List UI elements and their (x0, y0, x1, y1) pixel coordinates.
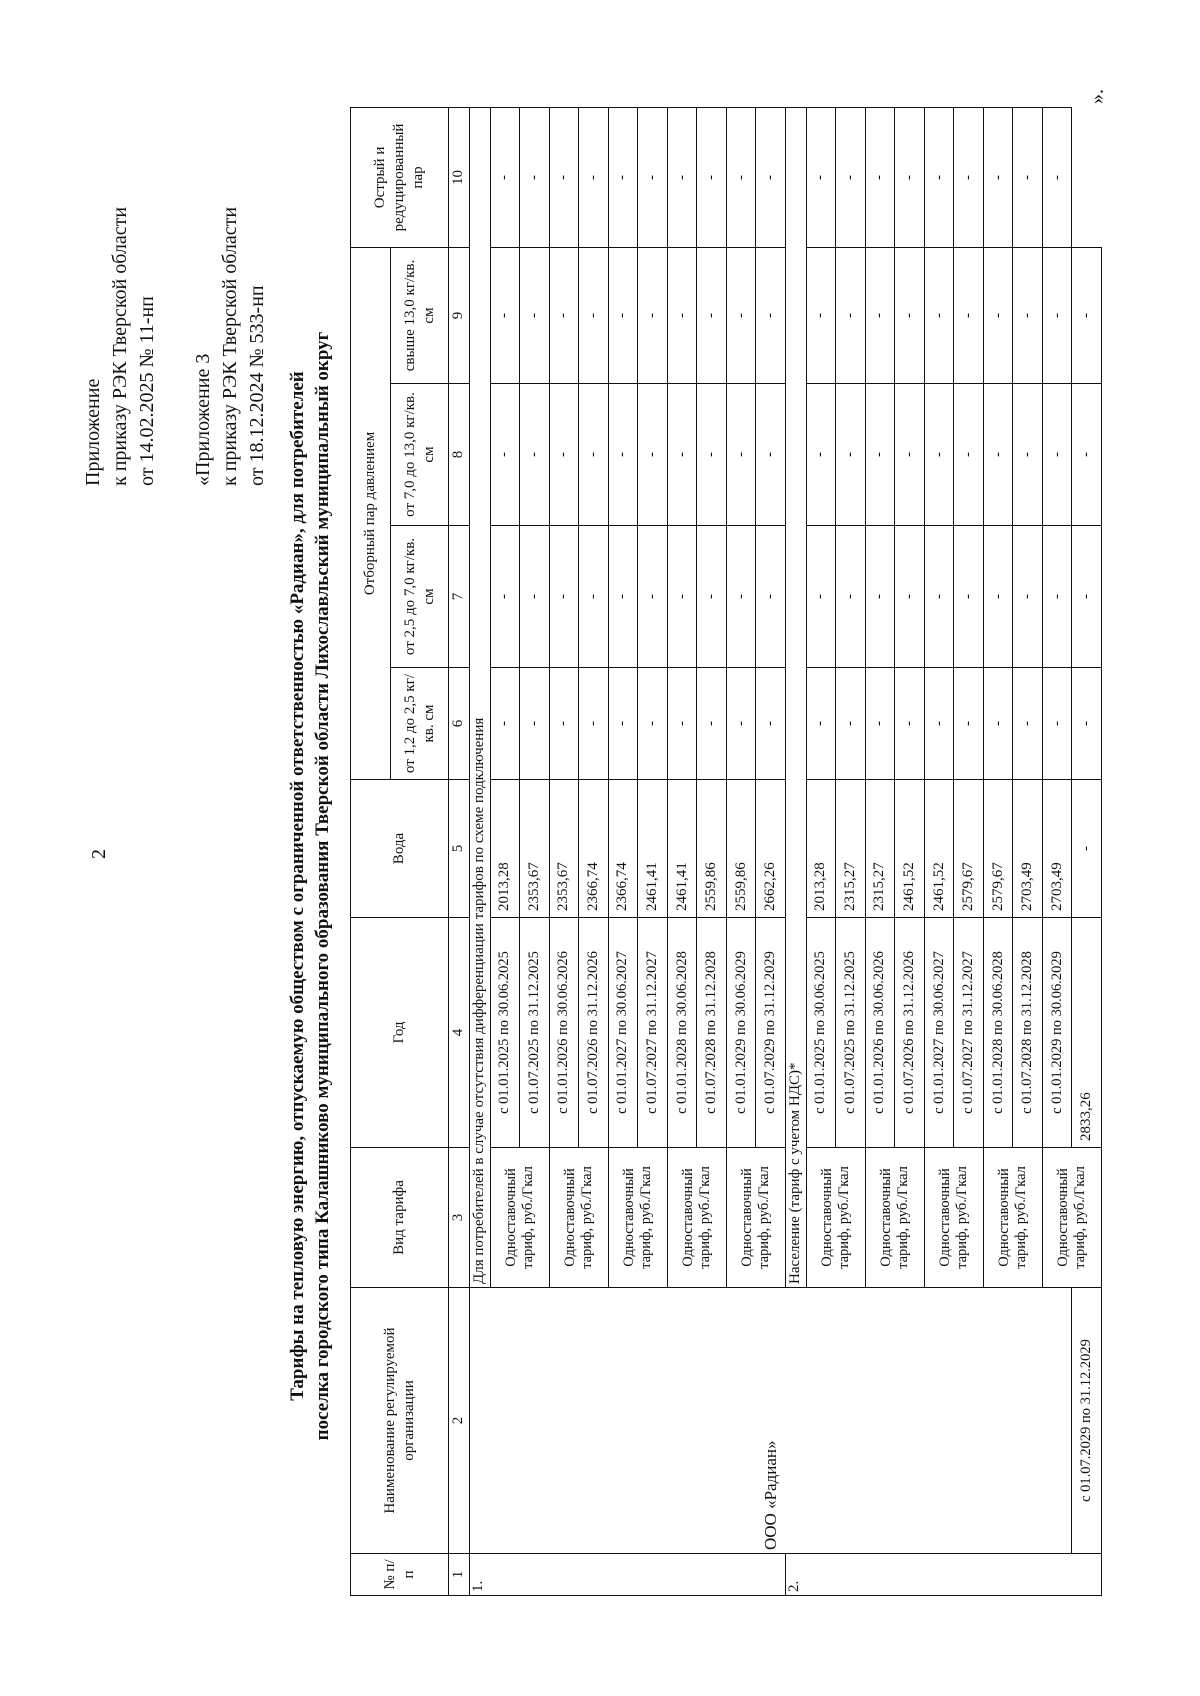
empty-value-cell: - (1042, 107, 1072, 247)
tariff-type-cell: Одноставочный тариф, руб./Гкал (726, 1148, 785, 1288)
empty-value-cell: - (756, 526, 786, 668)
empty-value-cell: - (608, 384, 638, 526)
appendix-3-header-line: к приказу РЭК Тверской области (219, 206, 241, 486)
water-tariff-cell: 2461,52 (895, 780, 925, 918)
empty-value-cell: - (954, 384, 984, 526)
empty-value-cell: - (895, 247, 925, 383)
water-tariff-cell: 2353,67 (549, 780, 579, 918)
header-tariff-type: Вид тарифа (351, 1148, 449, 1288)
empty-value-cell: - (520, 384, 550, 526)
empty-value-cell: - (726, 526, 756, 668)
empty-value-cell: - (697, 384, 727, 526)
section-row (469, 107, 490, 1595)
period-cell: с 01.01.2028 по 30.06.2028 (667, 918, 697, 1148)
empty-value-cell: - (1013, 668, 1043, 780)
empty-value-cell: - (490, 247, 520, 383)
header-num: № п/п (351, 1554, 449, 1596)
empty-value-cell: - (954, 107, 984, 247)
empty-value-cell: - (836, 107, 866, 247)
header-steam-3: от 7,0 до 13,0 кг/кв. см (391, 384, 449, 526)
empty-value-cell: - (697, 247, 727, 383)
empty-value-cell: - (638, 526, 668, 668)
period-cell: с 01.01.2027 по 30.06.2027 (608, 918, 638, 1148)
empty-value-cell: - (520, 107, 550, 247)
empty-value-cell: - (836, 526, 866, 668)
period-cell: с 01.07.2025 по 31.12.2025 (520, 918, 550, 1148)
column-number: 7 (449, 526, 470, 668)
section-title: Для потребителей в случае отсутствия дифференциации тарифов по схеме подключения (469, 107, 490, 1287)
empty-value-cell: - (608, 526, 638, 668)
water-tariff-cell: 2559,86 (726, 780, 756, 918)
empty-value-cell: - (983, 668, 1013, 780)
column-number: 1 (449, 1554, 470, 1596)
water-tariff-cell: 2461,52 (924, 780, 954, 918)
closing-quote: ». (1086, 89, 1108, 104)
empty-value-cell: - (806, 247, 836, 383)
period-cell: с 01.01.2026 по 30.06.2026 (865, 918, 895, 1148)
column-number: 4 (449, 918, 470, 1148)
column-number: 5 (449, 780, 470, 918)
period-cell: с 01.07.2029 по 31.12.2029 (756, 918, 786, 1148)
page-number: 2 (88, 849, 110, 859)
header-steam-4: свыше 13,0 кг/кв. см (391, 247, 449, 383)
empty-value-cell: - (549, 668, 579, 780)
empty-value-cell: - (520, 247, 550, 383)
water-tariff-cell: 2703,49 (1042, 780, 1072, 918)
empty-value-cell: - (756, 668, 786, 780)
empty-value-cell: - (667, 384, 697, 526)
empty-value-cell: - (924, 384, 954, 526)
empty-value-cell: - (865, 384, 895, 526)
empty-value-cell: - (579, 526, 609, 668)
section-title: Население (тариф с учетом НДС)* (785, 107, 806, 1287)
tariff-type-cell: Одноставочный тариф, руб./Гкал (983, 1148, 1042, 1288)
column-number: 10 (449, 107, 470, 247)
header-sharp-steam: Острый и редуцированный пар (351, 107, 449, 247)
water-tariff-cell: 2833,26 (1072, 918, 1102, 1148)
document-title-line-1: Тарифы на тепловую энергию, отпускаемую обществом с ограниченной ответственностью «Радиан», для потребителей (287, 371, 308, 1401)
column-number: 2 (449, 1288, 470, 1554)
empty-value-cell: - (983, 526, 1013, 668)
empty-value-cell: - (549, 247, 579, 383)
empty-value-cell: - (726, 247, 756, 383)
empty-value-cell: - (924, 247, 954, 383)
empty-value-cell: - (726, 668, 756, 780)
empty-value-cell: - (490, 107, 520, 247)
empty-value-cell: - (865, 668, 895, 780)
empty-value-cell: - (954, 247, 984, 383)
water-tariff-cell: 2013,28 (490, 780, 520, 918)
period-cell: с 01.01.2026 по 30.06.2026 (549, 918, 579, 1148)
empty-value-cell: - (1042, 526, 1072, 668)
tariff-table-body (449, 107, 1102, 1595)
header-year: Год (351, 918, 449, 1148)
water-tariff-cell: 2461,41 (638, 780, 668, 918)
water-tariff-cell: 2315,27 (865, 780, 895, 918)
period-cell: с 01.01.2025 по 30.06.2025 (806, 918, 836, 1148)
period-cell: с 01.07.2028 по 31.12.2028 (697, 918, 727, 1148)
period-cell: с 01.07.2026 по 31.12.2026 (895, 918, 925, 1148)
appendix-header-line: Приложение (82, 378, 104, 486)
column-number: 3 (449, 1148, 470, 1288)
empty-value-cell: - (579, 107, 609, 247)
empty-value-cell: - (1013, 526, 1043, 668)
empty-value-cell: - (756, 247, 786, 383)
empty-value-cell: - (520, 668, 550, 780)
water-tariff-cell: 2579,67 (983, 780, 1013, 918)
empty-value-cell: - (865, 247, 895, 383)
period-cell: с 01.07.2026 по 31.12.2026 (579, 918, 609, 1148)
empty-value-cell: - (924, 107, 954, 247)
appendix-header-line: от 14.02.2025 № 11-нп (136, 296, 158, 486)
empty-value-cell: - (697, 668, 727, 780)
empty-value-cell: - (726, 384, 756, 526)
appendix-3-header (190, 207, 271, 486)
tariff-type-cell: Одноставочный тариф, руб./Гкал (667, 1148, 726, 1288)
empty-value-cell: - (638, 668, 668, 780)
water-tariff-cell: 2461,41 (667, 780, 697, 918)
tariff-type-cell: Одноставочный тариф, руб./Гкал (1042, 1148, 1101, 1288)
water-tariff-cell: 2353,67 (520, 780, 550, 918)
empty-value-cell: - (608, 247, 638, 383)
empty-value-cell: - (954, 526, 984, 668)
organization-name: ООО «Радиан» (469, 1288, 1072, 1554)
empty-value-cell: - (895, 668, 925, 780)
period-cell: с 01.07.2027 по 31.12.2027 (954, 918, 984, 1148)
appendix-3-header-line: от 18.12.2024 № 533-нп (246, 285, 268, 486)
empty-value-cell: - (697, 107, 727, 247)
empty-value-cell: - (924, 668, 954, 780)
column-number: 6 (449, 668, 470, 780)
header-org: Наименование регулируемой организации (351, 1288, 449, 1554)
tariff-type-cell: Одноставочный тариф, руб./Гкал (924, 1148, 983, 1288)
empty-value-cell: - (836, 247, 866, 383)
empty-value-cell: - (1072, 668, 1102, 780)
empty-value-cell: - (1042, 247, 1072, 383)
empty-value-cell: - (667, 107, 697, 247)
column-number: 8 (449, 384, 470, 526)
empty-value-cell: - (490, 668, 520, 780)
appendix-3-header-line: «Приложение 3 (192, 353, 214, 486)
header-water: Вода (351, 780, 449, 918)
empty-value-cell: - (806, 107, 836, 247)
period-cell: с 01.01.2028 по 30.06.2028 (983, 918, 1013, 1148)
column-number-row (449, 107, 470, 1595)
empty-value-cell: - (638, 107, 668, 247)
period-cell: с 01.01.2025 по 30.06.2025 (490, 918, 520, 1148)
empty-value-cell: - (1072, 780, 1102, 918)
empty-value-cell: - (895, 107, 925, 247)
water-tariff-cell: 2366,74 (608, 780, 638, 918)
empty-value-cell: - (579, 384, 609, 526)
header-steam-2: от 2,5 до 7,0 кг/кв. см (391, 526, 449, 668)
period-cell: с 01.01.2027 по 30.06.2027 (924, 918, 954, 1148)
empty-value-cell: - (806, 526, 836, 668)
table-row (1072, 107, 1102, 1595)
empty-value-cell: - (579, 668, 609, 780)
water-tariff-cell: 2366,74 (579, 780, 609, 918)
header-steam-group: Отборный пар давлением (351, 247, 391, 779)
water-tariff-cell: 2559,86 (697, 780, 727, 918)
empty-value-cell: - (490, 384, 520, 526)
period-cell: с 01.07.2029 по 31.12.2029 (1072, 1288, 1102, 1554)
empty-value-cell: - (490, 526, 520, 668)
water-tariff-cell: 2662,26 (756, 780, 786, 918)
empty-value-cell: - (806, 384, 836, 526)
tariff-type-cell: Одноставочный тариф, руб./Гкал (806, 1148, 865, 1288)
empty-value-cell: - (1013, 107, 1043, 247)
empty-value-cell: - (638, 384, 668, 526)
empty-value-cell: - (1013, 384, 1043, 526)
water-tariff-cell: 2579,67 (954, 780, 984, 918)
empty-value-cell: - (983, 247, 1013, 383)
empty-value-cell: - (667, 247, 697, 383)
period-cell: с 01.07.2027 по 31.12.2027 (638, 918, 668, 1148)
empty-value-cell: - (726, 107, 756, 247)
empty-value-cell: - (895, 526, 925, 668)
empty-value-cell: - (865, 107, 895, 247)
empty-value-cell: - (520, 526, 550, 668)
empty-value-cell: - (549, 526, 579, 668)
empty-value-cell: - (1042, 668, 1072, 780)
empty-value-cell: - (836, 668, 866, 780)
empty-value-cell: - (1013, 247, 1043, 383)
water-tariff-cell: 2013,28 (806, 780, 836, 918)
empty-value-cell: - (549, 107, 579, 247)
section-number: 1. (469, 1554, 785, 1596)
empty-value-cell: - (806, 668, 836, 780)
period-cell: с 01.07.2025 по 31.12.2025 (836, 918, 866, 1148)
tariff-type-cell: Одноставочный тариф, руб./Гкал (490, 1148, 549, 1288)
tariff-table (350, 107, 1102, 1596)
empty-value-cell: - (865, 526, 895, 668)
empty-value-cell: - (608, 668, 638, 780)
empty-value-cell: - (756, 107, 786, 247)
empty-value-cell: - (983, 384, 1013, 526)
tariff-type-cell: Одноставочный тариф, руб./Гкал (608, 1148, 667, 1288)
column-number: 9 (449, 247, 470, 383)
tariff-type-cell: Одноставочный тариф, руб./Гкал (549, 1148, 608, 1288)
period-cell: с 01.07.2028 по 31.12.2028 (1013, 918, 1043, 1148)
empty-value-cell: - (697, 526, 727, 668)
empty-value-cell: - (924, 526, 954, 668)
empty-value-cell: - (1072, 247, 1102, 383)
header-steam-1: от 1,2 до 2,5 кг/кв. см (391, 668, 449, 780)
empty-value-cell: - (549, 384, 579, 526)
appendix-header (80, 207, 161, 486)
tariff-type-cell: Одноставочный тариф, руб./Гкал (865, 1148, 924, 1288)
empty-value-cell: - (895, 384, 925, 526)
empty-value-cell: - (1072, 384, 1102, 526)
empty-value-cell: - (836, 384, 866, 526)
tariff-table-wrapper (350, 108, 1102, 1596)
empty-value-cell: - (1072, 526, 1102, 668)
empty-value-cell: - (579, 247, 609, 383)
empty-value-cell: - (638, 247, 668, 383)
empty-value-cell: - (667, 526, 697, 668)
empty-value-cell: - (608, 107, 638, 247)
water-tariff-cell: 2315,27 (836, 780, 866, 918)
section-number: 2. (785, 1554, 1101, 1596)
document-title-line-2: поселка городского типа Калашниково муниципального образования Тверской области Лихославльский муниципальный округ (312, 331, 333, 1441)
empty-value-cell: - (1042, 384, 1072, 526)
water-tariff-cell: 2703,49 (1013, 780, 1043, 918)
period-cell: с 01.01.2029 по 30.06.2029 (1042, 918, 1072, 1148)
empty-value-cell: - (983, 107, 1013, 247)
period-cell: с 01.01.2029 по 30.06.2029 (726, 918, 756, 1148)
empty-value-cell: - (667, 668, 697, 780)
appendix-header-line: к приказу РЭК Тверской области (109, 206, 131, 486)
empty-value-cell: - (954, 668, 984, 780)
empty-value-cell: - (756, 384, 786, 526)
